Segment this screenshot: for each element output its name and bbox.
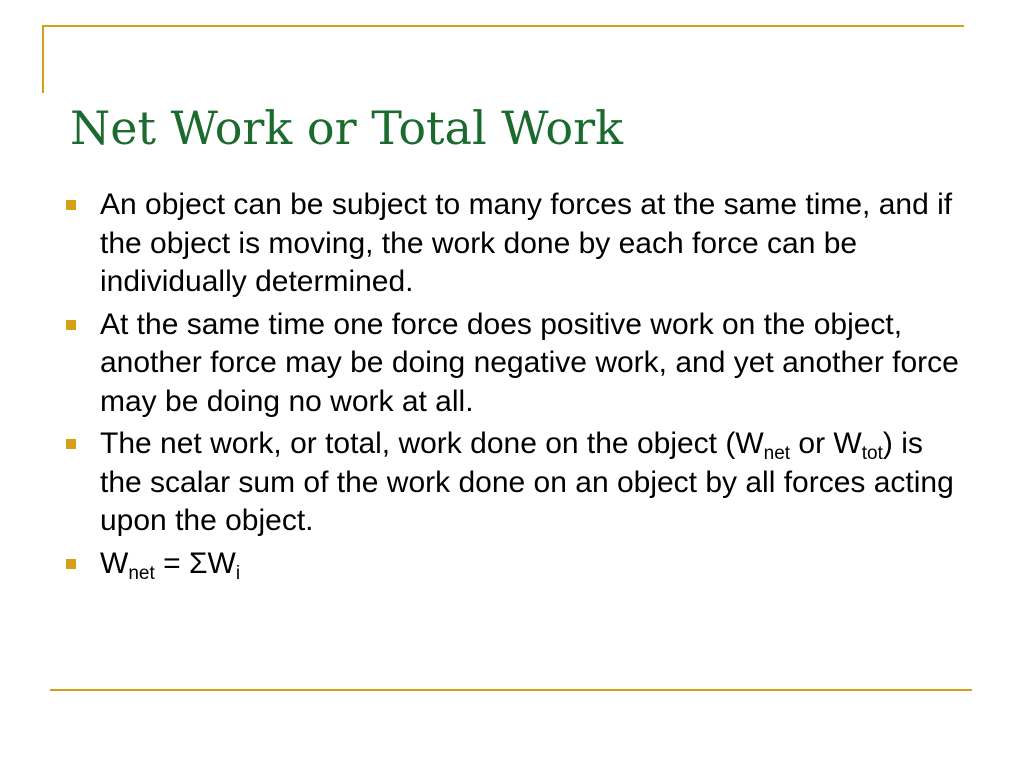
bottom-accent-line (50, 689, 972, 691)
bullet-text: or W (798, 427, 862, 460)
square-bullet-icon (66, 439, 76, 449)
left-accent-line (42, 25, 44, 93)
bullet-item (66, 425, 966, 541)
slide-title: Net Work or Total Work (70, 101, 623, 155)
bullet-item (66, 545, 966, 584)
subscript: net (763, 443, 791, 464)
bullet-item (66, 306, 966, 422)
bullet-text: The net work, or total, work done on the object (W (100, 427, 764, 460)
subscript: net (128, 562, 155, 584)
bullet-item (66, 186, 966, 302)
bullet-text: At the same time one force does positive work on the object, another force may be doing negative work, and yet another force may be doing no work at all. (100, 307, 959, 418)
subscript: i (235, 562, 241, 584)
square-bullet-icon (66, 559, 76, 569)
equation-text: W (100, 546, 129, 580)
bullet-list (66, 186, 966, 587)
bullet-text: An object can be subject to many forces at the same time, and if the object is moving, the work done by each force can be individually determined. (100, 188, 953, 298)
square-bullet-icon (66, 320, 76, 330)
subscript: tot (861, 443, 883, 464)
equation-text: = ΣW (154, 546, 236, 580)
bullet-text: ) is the scalar sum of the work done on an object by all forces acting upon the object. (100, 427, 954, 537)
square-bullet-icon (66, 200, 76, 210)
top-accent-line (42, 25, 964, 27)
